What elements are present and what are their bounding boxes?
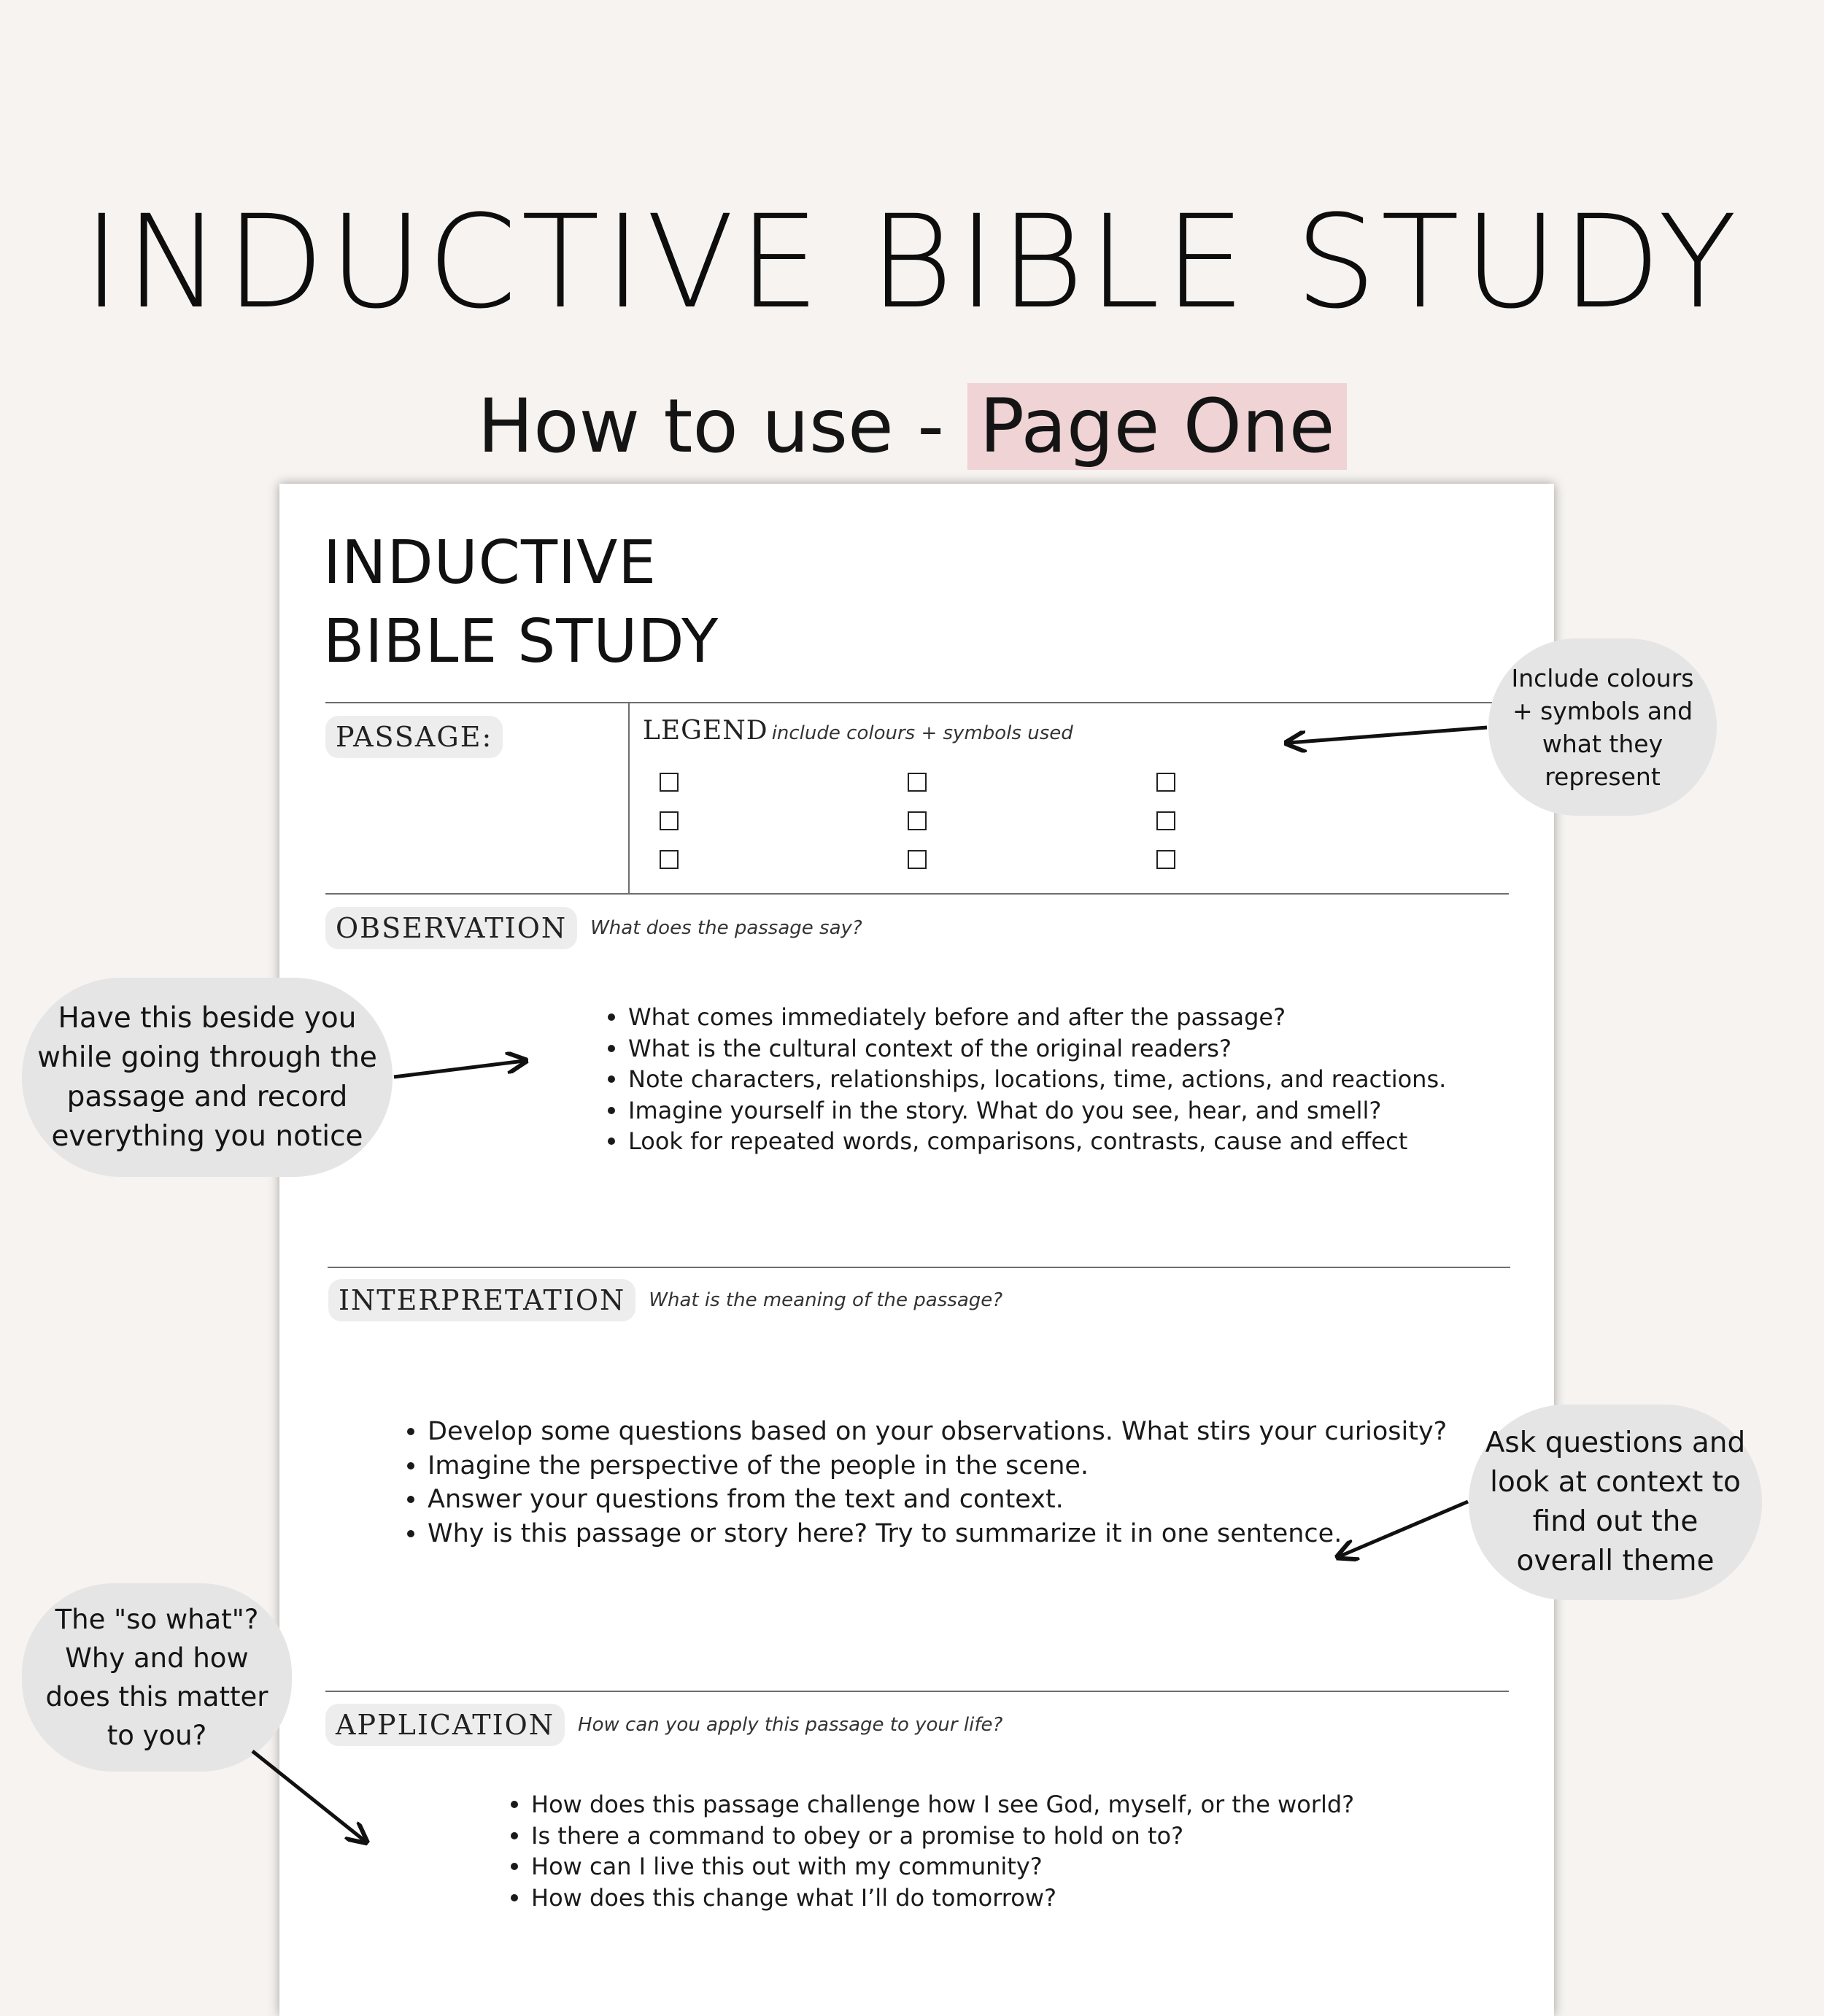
callout-line: The "so what"? xyxy=(55,1604,259,1635)
interpretation-hint: What is the meaning of the passage? xyxy=(649,1289,1003,1311)
list-item: Look for repeated words, comparisons, contrasts, cause and effect xyxy=(608,1126,1446,1157)
observation-label: OBSERVATION xyxy=(325,907,577,949)
list-item: How can I live this out with my community? xyxy=(511,1851,1354,1882)
callout-line: everything you notice xyxy=(51,1119,363,1153)
application-hint: How can you apply this passage to your life? xyxy=(578,1714,1003,1736)
arrow-icon xyxy=(1288,727,1487,743)
worksheet-title-line2: BIBLE STUDY xyxy=(323,607,719,676)
callout-line: look at context to xyxy=(1490,1466,1741,1499)
subtitle-highlight: Page One xyxy=(967,383,1346,470)
callout-line: Include colours xyxy=(1511,663,1694,692)
legend-label: LEGEND xyxy=(643,716,768,746)
list-item: How does this passage challenge how I see God, myself, or the world? xyxy=(511,1789,1354,1820)
callout-line: represent xyxy=(1545,762,1661,791)
application-label: APPLICATION xyxy=(325,1704,565,1746)
arrow-icon xyxy=(252,1751,365,1841)
worksheet-title-line1: INDUCTIVE xyxy=(323,528,657,598)
page-title: INDUCTIVE BIBLE STUDY xyxy=(82,188,1742,337)
list-item: What is the cultural context of the original readers? xyxy=(608,1033,1446,1065)
list-item: Answer your questions from the text and context. xyxy=(407,1483,1447,1517)
observation-hint: What does the passage say? xyxy=(590,917,862,939)
arrow-icon xyxy=(1340,1502,1468,1556)
list-item: How does this change what I’ll do tomorrow? xyxy=(511,1882,1354,1914)
list-item: Note characters, relationships, locations, time, actions, and reactions. xyxy=(608,1064,1446,1095)
list-item: Is there a command to obey or a promise to hold on to? xyxy=(511,1820,1354,1852)
callout-line: passage and record xyxy=(66,1080,348,1113)
legend-hint: include colours + symbols used xyxy=(771,722,1073,744)
interpretation-label: INTERPRETATION xyxy=(328,1279,635,1321)
callout-line: to you? xyxy=(107,1720,207,1751)
passage-label: PASSAGE: xyxy=(325,716,503,758)
list-item: Why is this passage or story here? Try to summarize it in one sentence. xyxy=(407,1517,1447,1551)
callout-line: what they xyxy=(1542,729,1663,758)
callout-line: overall theme xyxy=(1516,1545,1715,1577)
callout-line: + symbols and xyxy=(1512,696,1693,725)
callout-line: find out the xyxy=(1532,1505,1699,1538)
list-item: Imagine the perspective of the people in the scene. xyxy=(407,1449,1447,1483)
callout-line: does this matter xyxy=(45,1681,268,1712)
callout-line: while going through the xyxy=(37,1040,377,1074)
callout-line: Why and how xyxy=(65,1642,249,1674)
callout-line: Ask questions and xyxy=(1485,1426,1746,1459)
callout-line: Have this beside you xyxy=(58,1001,357,1035)
arrow-icon xyxy=(394,1061,524,1077)
list-item: What comes immediately before and after the passage? xyxy=(608,1002,1446,1033)
list-item: Imagine yourself in the story. What do you see, hear, and smell? xyxy=(608,1095,1446,1127)
subtitle-prefix: How to use - xyxy=(477,383,968,470)
list-item: Develop some questions based on your observations. What stirs your curiosity? xyxy=(407,1415,1447,1449)
